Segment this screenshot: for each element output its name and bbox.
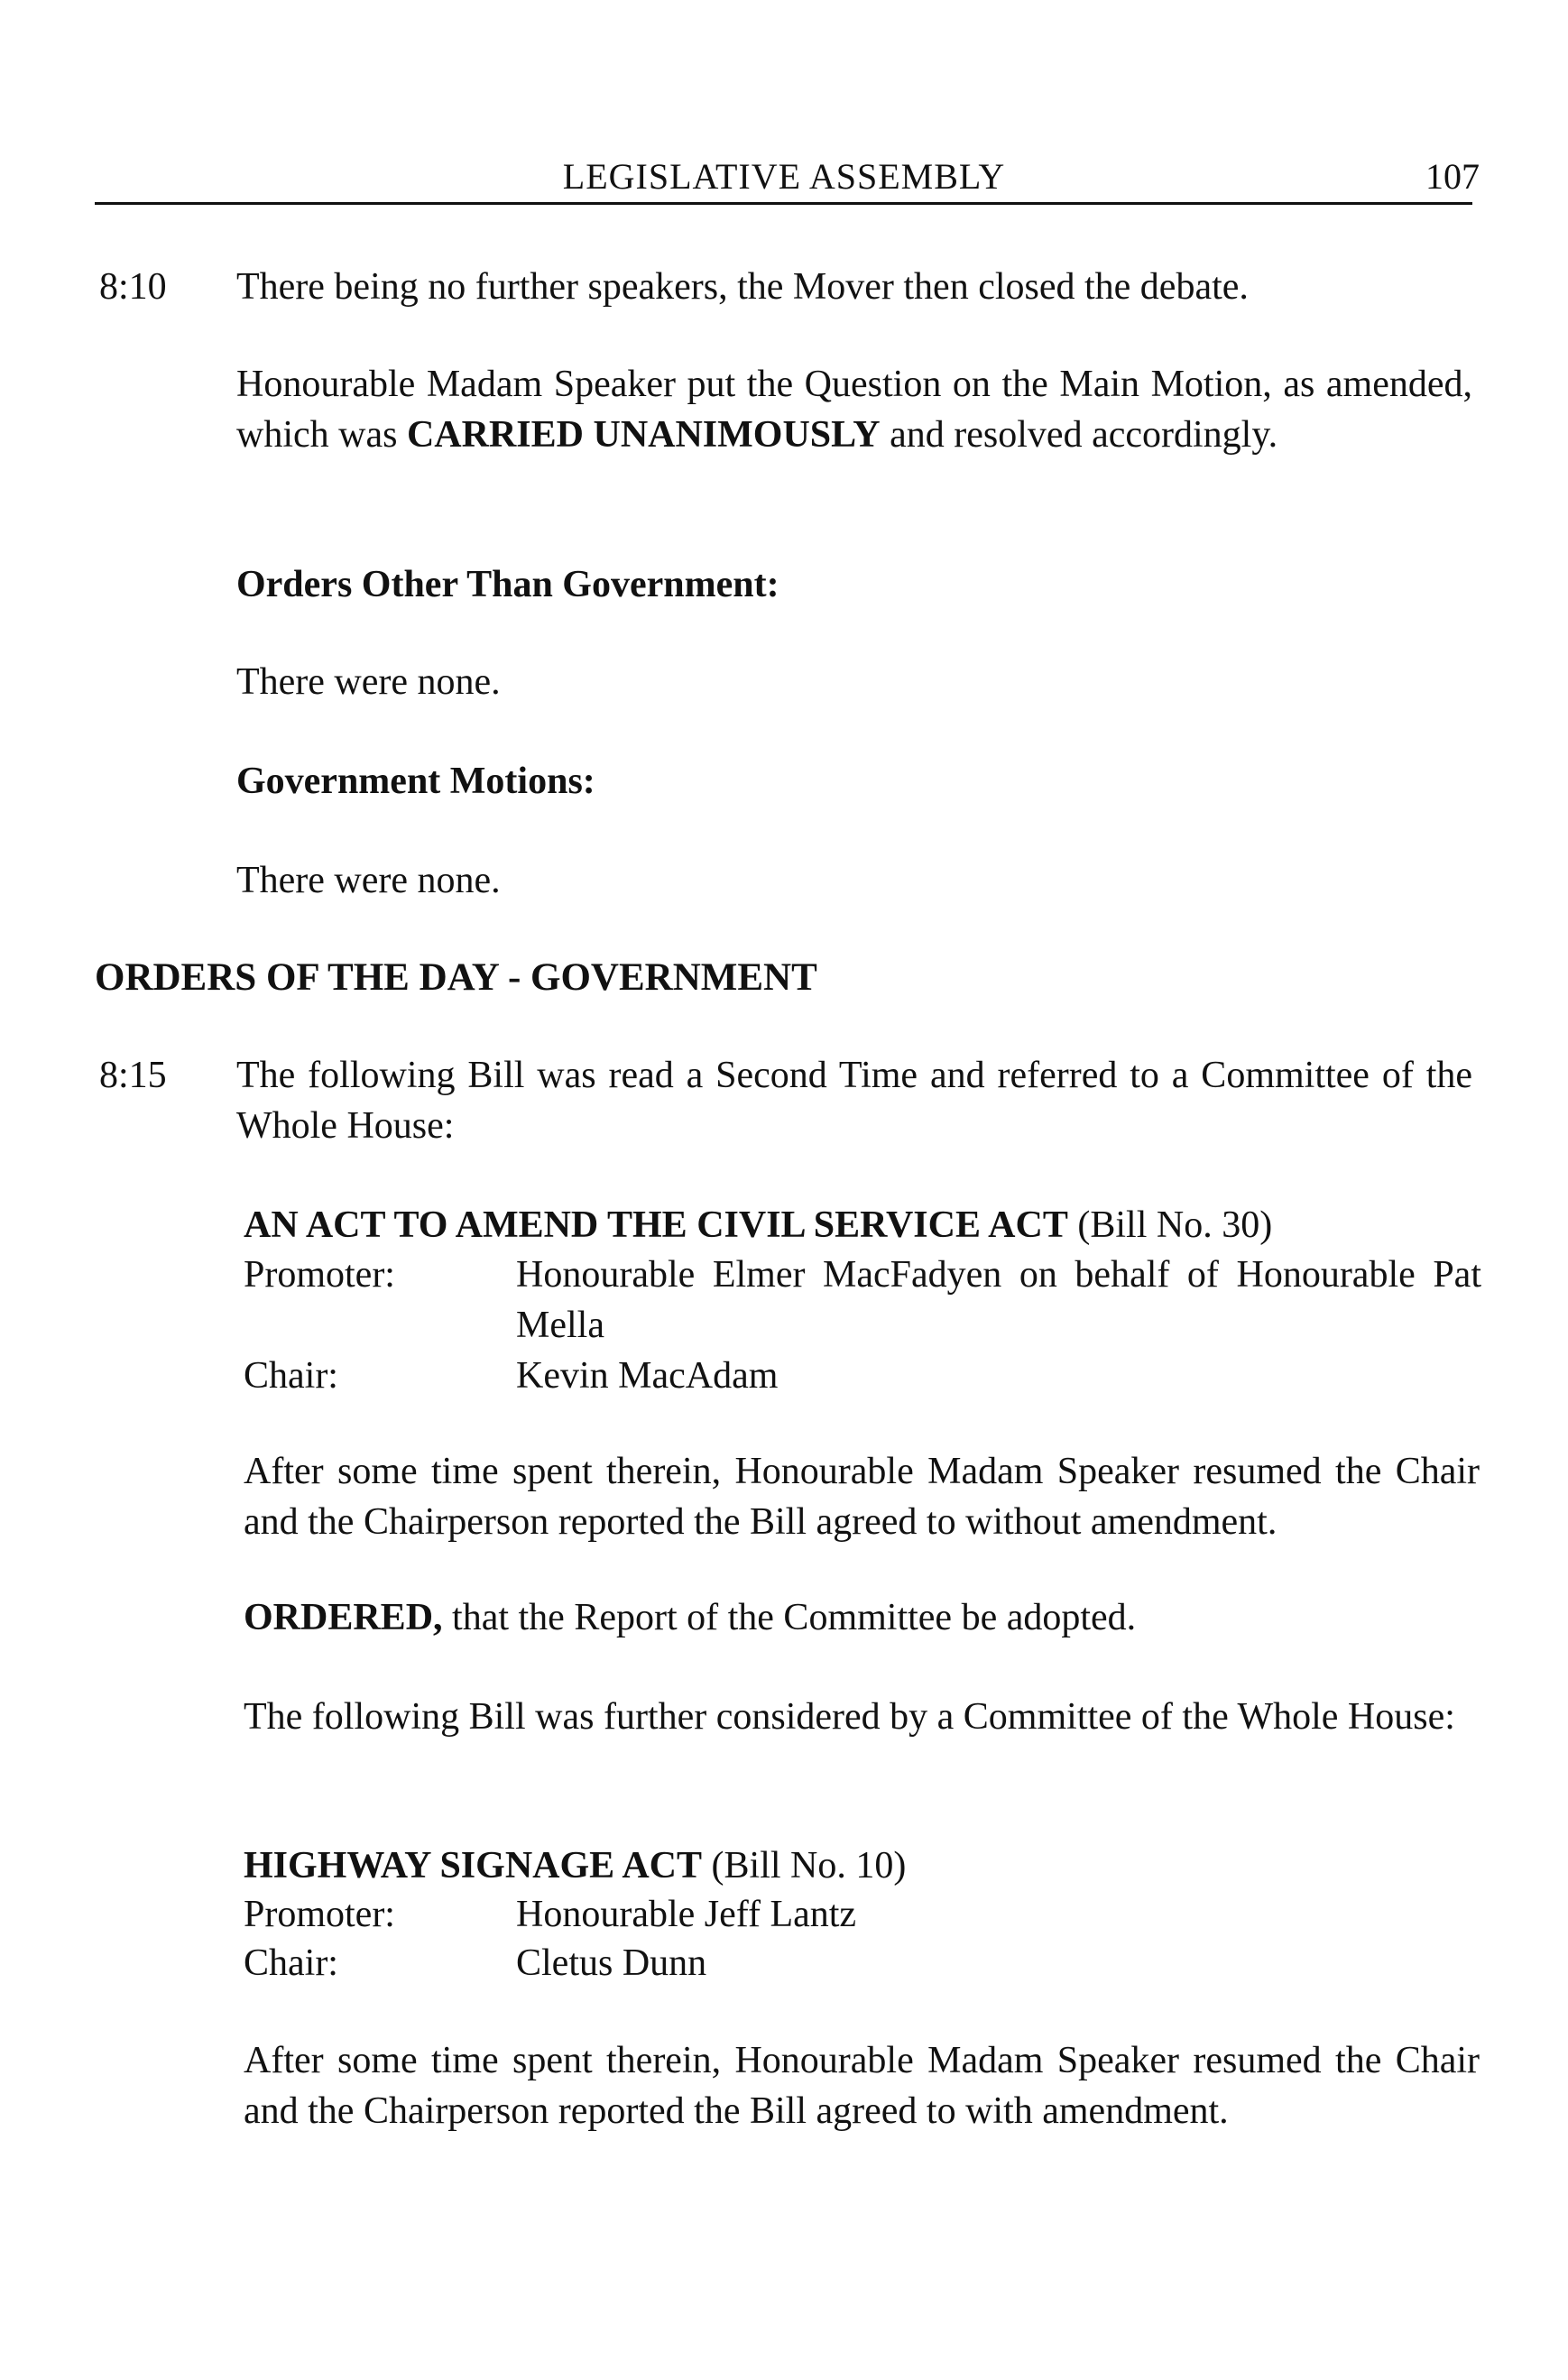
bill-30-promoter-label: Promoter: — [244, 1254, 395, 1296]
bill-10-promoter-value: Honourable Jeff Lantz — [516, 1894, 857, 1935]
bill-10-number: (Bill No. 10) — [702, 1845, 907, 1886]
bill-30-after-text: After some time spent therein, Honourable Madam Speaker resumed the Chair and the Chairperson reported the Bill agreed to without amendment. — [244, 1451, 1480, 1543]
second-reading-text: The following Bill was read a Second Time and referred to a Committee of the Whole House: — [236, 1055, 1472, 1147]
bill-30-promoter-value: Honourable Elmer MacFadyen on behalf of Honourable Pat Mella — [516, 1254, 1481, 1346]
bill-10-chair-label: Chair: — [244, 1942, 338, 1984]
page-header-title: LEGISLATIVE ASSEMBLY — [562, 156, 1006, 197]
carried-unanimously: CARRIED UNANIMOUSLY — [406, 414, 881, 456]
government-motions-text: There were none. — [236, 860, 501, 901]
bill-10-after-text: After some time spent therein, Honourable Madam Speaker resumed the Chair and the Chairperson reported the Bill agreed to with amendment. — [244, 2040, 1480, 2132]
bill-30-chair-label: Chair: — [244, 1355, 338, 1397]
time-stamp-810: 8:10 — [99, 266, 167, 308]
page-number: 107 — [1425, 156, 1480, 197]
bill-30-chair-value: Kevin MacAdam — [516, 1355, 779, 1397]
bill-30-number: (Bill No. 30) — [1067, 1204, 1273, 1246]
time-stamp-815: 8:15 — [99, 1055, 167, 1096]
bill-30-title: AN ACT TO AMEND THE CIVIL SERVICE ACT — [244, 1204, 1068, 1246]
bill-30-title-line — [244, 1200, 1480, 1250]
government-motions-heading: Government Motions: — [236, 761, 595, 802]
ordered-text: that the Report of the Committee be adopted. — [442, 1597, 1137, 1638]
section-heading: ORDERS OF THE DAY - GOVERNMENT — [95, 956, 817, 999]
question-text-post: and resolved accordingly. — [880, 414, 1278, 456]
question-text-pre: Honourable Madam Speaker put the Question on the Main Motion, as amended, which was — [236, 364, 1472, 456]
ordered-label: ORDERED, — [244, 1597, 443, 1638]
orders-other-heading: Orders Other Than Government: — [236, 564, 779, 605]
bill-10-title-line — [244, 1840, 1480, 1891]
orders-other-text: There were none. — [236, 661, 501, 703]
header-rule — [95, 202, 1472, 205]
further-considered-text: The following Bill was further considered by a Committee of the Whole House: — [244, 1696, 1455, 1738]
debate-closed-text: There being no further speakers, the Mover then closed the debate. — [236, 266, 1249, 308]
bill-10-promoter-label: Promoter: — [244, 1894, 395, 1935]
bill-10-title: HIGHWAY SIGNAGE ACT — [244, 1845, 703, 1886]
ordered-paragraph — [244, 1592, 1480, 1643]
bill-10-chair-value: Cletus Dunn — [516, 1942, 707, 1984]
question-paragraph — [236, 359, 1472, 460]
